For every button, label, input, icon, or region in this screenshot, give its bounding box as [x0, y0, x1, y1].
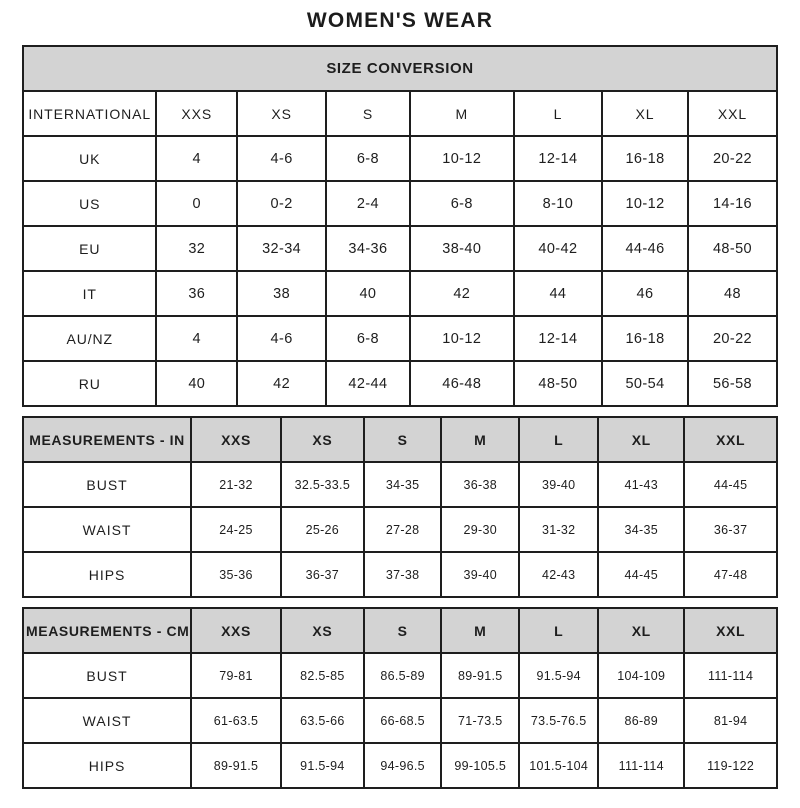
value-cell: 38 [237, 271, 326, 316]
value-cell: 32 [156, 226, 237, 271]
table-header-row [23, 608, 777, 653]
value-cell: 94-96.5 [364, 743, 442, 788]
value-cell: 119-122 [684, 743, 777, 788]
column-header-cell: L [519, 417, 598, 462]
value-cell: 101.5-104 [519, 743, 598, 788]
value-cell: 48 [688, 271, 777, 316]
value-cell: 37-38 [364, 552, 442, 597]
row-label-cell: UK [23, 136, 156, 181]
table-header-row [23, 91, 777, 136]
value-cell: 0-2 [237, 181, 326, 226]
row-label-cell: EU [23, 226, 156, 271]
value-cell: 99-105.5 [441, 743, 519, 788]
value-cell: 111-114 [684, 653, 777, 698]
column-header-cell: M [441, 417, 519, 462]
value-cell: 89-91.5 [191, 743, 281, 788]
value-cell: 36 [156, 271, 237, 316]
value-cell: 6-8 [326, 136, 410, 181]
column-header-cell: L [514, 91, 602, 136]
column-header-cell: XXL [688, 91, 777, 136]
column-header-cell: S [364, 608, 442, 653]
column-header-cell: XS [281, 417, 364, 462]
row-label-cell: AU/NZ [23, 316, 156, 361]
value-cell: 40 [326, 271, 410, 316]
value-cell: 42-44 [326, 361, 410, 406]
column-header-cell: S [364, 417, 442, 462]
value-cell: 46-48 [410, 361, 514, 406]
column-header-cell: XXS [191, 417, 281, 462]
table-row [23, 698, 777, 743]
value-cell: 44-45 [684, 462, 777, 507]
column-header-cell: S [326, 91, 410, 136]
row-label-cell: US [23, 181, 156, 226]
table-row [23, 271, 777, 316]
column-header-cell: XS [281, 608, 364, 653]
column-header-cell: XXS [191, 608, 281, 653]
table-row [23, 653, 777, 698]
row-label-cell: WAIST [23, 698, 191, 743]
value-cell: 6-8 [410, 181, 514, 226]
corner-header-cell: INTERNATIONAL [23, 91, 156, 136]
column-header-cell: XXS [156, 91, 237, 136]
value-cell: 36-38 [441, 462, 519, 507]
value-cell: 16-18 [602, 136, 688, 181]
value-cell: 89-91.5 [441, 653, 519, 698]
value-cell: 34-35 [598, 507, 684, 552]
column-header-cell: XXL [684, 608, 777, 653]
value-cell: 111-114 [598, 743, 684, 788]
value-cell: 31-32 [519, 507, 598, 552]
column-header-cell: L [519, 608, 598, 653]
value-cell: 25-26 [281, 507, 364, 552]
value-cell: 40-42 [514, 226, 602, 271]
column-header-cell: XXL [684, 417, 777, 462]
value-cell: 63.5-66 [281, 698, 364, 743]
value-cell: 36-37 [281, 552, 364, 597]
value-cell: 104-109 [598, 653, 684, 698]
row-label-cell: IT [23, 271, 156, 316]
row-label-cell: HIPS [23, 552, 191, 597]
table-row [23, 361, 777, 406]
value-cell: 4 [156, 316, 237, 361]
value-cell: 32-34 [237, 226, 326, 271]
table-row [23, 136, 777, 181]
value-cell: 73.5-76.5 [519, 698, 598, 743]
value-cell: 47-48 [684, 552, 777, 597]
value-cell: 14-16 [688, 181, 777, 226]
value-cell: 20-22 [688, 316, 777, 361]
value-cell: 16-18 [602, 316, 688, 361]
table-row [23, 181, 777, 226]
value-cell: 12-14 [514, 136, 602, 181]
value-cell: 35-36 [191, 552, 281, 597]
table-title-row [23, 46, 777, 91]
value-cell: 4-6 [237, 316, 326, 361]
value-cell: 20-22 [688, 136, 777, 181]
table-row [23, 507, 777, 552]
value-cell: 86.5-89 [364, 653, 442, 698]
value-cell: 0 [156, 181, 237, 226]
value-cell: 46 [602, 271, 688, 316]
row-label-cell: BUST [23, 653, 191, 698]
value-cell: 41-43 [598, 462, 684, 507]
value-cell: 48-50 [514, 361, 602, 406]
value-cell: 4 [156, 136, 237, 181]
page-title: WOMEN'S WEAR [306, 9, 494, 32]
value-cell: 38-40 [410, 226, 514, 271]
column-header-cell: XS [237, 91, 326, 136]
value-cell: 4-6 [237, 136, 326, 181]
value-cell: 27-28 [364, 507, 442, 552]
column-header-cell: XL [598, 417, 684, 462]
value-cell: 56-58 [688, 361, 777, 406]
column-header-cell: M [441, 608, 519, 653]
value-cell: 44 [514, 271, 602, 316]
value-cell: 79-81 [191, 653, 281, 698]
value-cell: 82.5-85 [281, 653, 364, 698]
row-label-cell: WAIST [23, 507, 191, 552]
value-cell: 91.5-94 [519, 653, 598, 698]
table-row [23, 462, 777, 507]
value-cell: 32.5-33.5 [281, 462, 364, 507]
size-conversion-table [22, 45, 778, 407]
table-row [23, 226, 777, 271]
value-cell: 12-14 [514, 316, 602, 361]
value-cell: 10-12 [602, 181, 688, 226]
row-label-cell: HIPS [23, 743, 191, 788]
row-label-cell: BUST [23, 462, 191, 507]
value-cell: 42-43 [519, 552, 598, 597]
table-title: SIZE CONVERSION [23, 46, 777, 91]
value-cell: 91.5-94 [281, 743, 364, 788]
value-cell: 66-68.5 [364, 698, 442, 743]
value-cell: 44-46 [602, 226, 688, 271]
table-header-row [23, 417, 777, 462]
column-header-cell: XL [602, 91, 688, 136]
value-cell: 39-40 [441, 552, 519, 597]
value-cell: 61-63.5 [191, 698, 281, 743]
value-cell: 34-35 [364, 462, 442, 507]
value-cell: 39-40 [519, 462, 598, 507]
table-row [23, 316, 777, 361]
value-cell: 10-12 [410, 136, 514, 181]
value-cell: 2-4 [326, 181, 410, 226]
value-cell: 10-12 [410, 316, 514, 361]
value-cell: 40 [156, 361, 237, 406]
value-cell: 21-32 [191, 462, 281, 507]
value-cell: 44-45 [598, 552, 684, 597]
value-cell: 42 [237, 361, 326, 406]
value-cell: 42 [410, 271, 514, 316]
value-cell: 81-94 [684, 698, 777, 743]
value-cell: 34-36 [326, 226, 410, 271]
row-label-cell: RU [23, 361, 156, 406]
measurements-in-table [22, 416, 778, 598]
corner-header-cell: MEASUREMENTS - CM [23, 608, 191, 653]
measurements-cm-table [22, 607, 778, 789]
value-cell: 6-8 [326, 316, 410, 361]
column-header-cell: M [410, 91, 514, 136]
value-cell: 24-25 [191, 507, 281, 552]
value-cell: 86-89 [598, 698, 684, 743]
table-row [23, 743, 777, 788]
value-cell: 8-10 [514, 181, 602, 226]
value-cell: 48-50 [688, 226, 777, 271]
corner-header-cell: MEASUREMENTS - IN [23, 417, 191, 462]
value-cell: 50-54 [602, 361, 688, 406]
table-row [23, 552, 777, 597]
value-cell: 29-30 [441, 507, 519, 552]
value-cell: 36-37 [684, 507, 777, 552]
value-cell: 71-73.5 [441, 698, 519, 743]
column-header-cell: XL [598, 608, 684, 653]
